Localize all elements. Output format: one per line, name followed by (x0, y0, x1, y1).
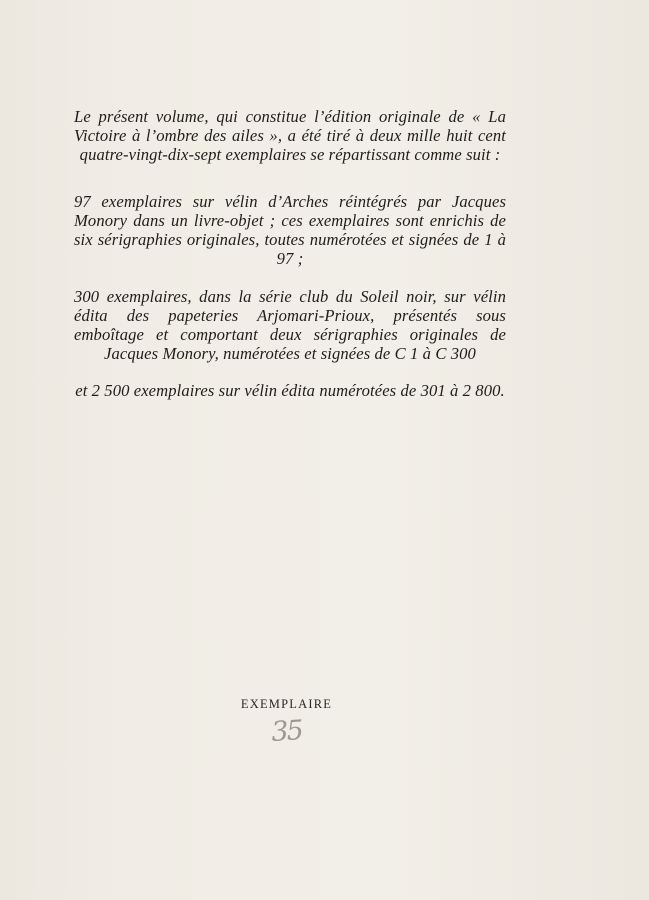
handwritten-copy-number: 35 (270, 714, 303, 749)
soleil-noir-club-paragraph: 300 exemplaires, dans la série club du Soleil noir, sur vélin édita des papeteries Arjomari-Prioux, présentés sous emboîtage et comportant deux sérigraphies originales de Jacques Monory, numérotées et signées de C 1 à C 300 (74, 287, 506, 363)
exemplaire-label: EXEMPLAIRE (240, 697, 333, 711)
print-run-intro-paragraph: Le présent volume, qui constitue l’édition originale de « La Victoire à l’ombre des ailes », a été tiré à deux mille huit cent quatre-vingt-dix-sept exemplaires se répartissant comme suit : (74, 107, 506, 164)
edita-edition-paragraph: et 2 500 exemplaires sur vélin édita numérotées de 301 à 2 800. (75, 381, 505, 400)
arches-edition-paragraph: 97 exemplaires sur vélin d’Arches réintégrés par Jacques Monory dans un livre-objet ; ces exemplaires sont enrichis de six sérigraphies originales, toutes numérotées et signées de 1 à 97 ; (74, 192, 506, 268)
